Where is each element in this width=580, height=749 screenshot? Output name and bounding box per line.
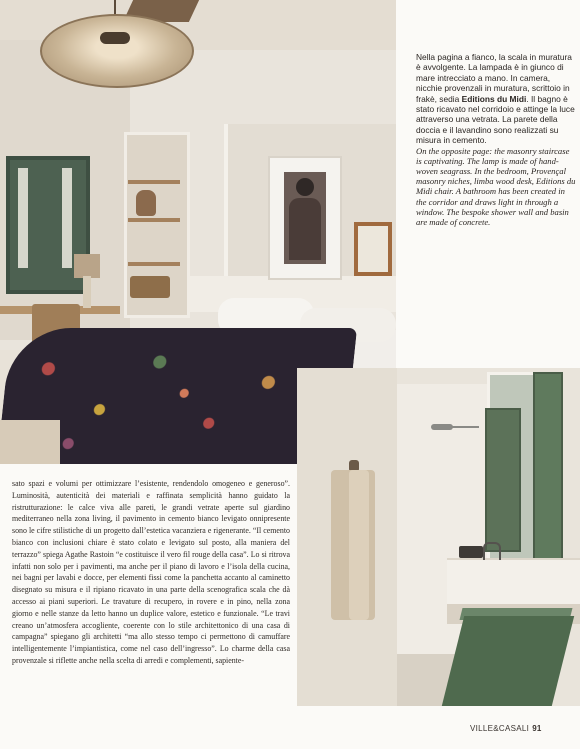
- caption-italian-part2: . Il bagno è stato ricavato nel corridoio e attinge la luce attraverso una vetrata. La parete della doccia e il lavandino sono realizzati su misura in cemento.: [416, 93, 575, 146]
- green-bench: [442, 616, 574, 706]
- window-pane: [18, 168, 28, 268]
- article-body: sato spazi e volumi per ottimizzare l’esistente, rendendolo omogeneo e generoso”. Luminosità, autenticità dei materiali e raffinata semplicità hanno guidato la ristrutturazione: le calce viva alle pareti, le grandi vetrate aperte sul giardino mediterraneo nella zona living, il pavimento in cemento bianco levigato onnipresente sono le cifre stilistiche di un progetto dall’estetica vacanziera e rigenerante. “Il cemento bianco con inclusioni chiare è stato colato e levigato sul posto, alla maniera del terrazzo” spiega Agathe Rastoin “e costituisce il vero fil rouge della casa”. Lo si ritrova infatti non solo per i pavimenti, ma anche per il piano di lavoro e l’isola della cucina, nei bagni per lavabi e docce, per elementi fissi come la panchetta accanto al caminetto disegnato su misura e il ripiano ricavato in una parte della scenografica scala che dà accesso ai piani superiori. Le travature di recupero, in rovere e in pino, nella zona giorno e nelle stanze da letto hanno un duplice valore, estetico e funzionale. “Le travi creano un’atmosfera accogliente, coerente con lo stile architettonico di una casa di campagna” spiegano gli architetti “ma allo stesso tempo ci permettono di camuffare intelligentemente l’impiantistica, come nel caso dell’ingresso”. Lo charme della casa provenzale si riflette anche nella scelta di arredi e complementi, sapiente-: [12, 479, 290, 665]
- portrait-head: [296, 178, 314, 196]
- towel-fold: [349, 470, 369, 620]
- shower-arm: [451, 426, 479, 428]
- page-number: 91: [532, 724, 542, 733]
- magazine-name: VILLE&CASALI: [470, 724, 530, 733]
- portrait-artwork: [268, 156, 342, 280]
- shower-head: [431, 424, 453, 430]
- floor: [0, 420, 60, 464]
- seagrass-pendant-lamp: [40, 14, 194, 88]
- portrait-image: [284, 172, 326, 264]
- ceramic-vase: [136, 190, 156, 216]
- wooden-shelf: [128, 180, 180, 184]
- green-shutter: [533, 372, 563, 562]
- table-lamp-shade: [74, 254, 100, 278]
- concrete-basin: [447, 558, 580, 606]
- green-shutter: [485, 408, 521, 552]
- wooden-shelf: [128, 218, 180, 222]
- print-mat: [358, 226, 388, 272]
- table-lamp-base: [83, 276, 91, 308]
- portrait-figure: [289, 198, 321, 260]
- caption-italian: [416, 52, 575, 145]
- toiletries: [459, 546, 483, 558]
- woven-basket: [130, 276, 170, 298]
- window-pane: [62, 168, 72, 268]
- bathroom-photo: [297, 368, 580, 706]
- caption-english: On the opposite page: the masonry staircase is captivating. The lamp is made of hand-woven seagrass. In the bedroom, Provençal masonry niches, limba wood desk, Editions du Midi chair. A bathroom has been created in the corridor and draws light in through a window. The bespoke shower wall and basin are made of concrete.: [416, 145, 576, 228]
- tap-icon: [483, 542, 501, 560]
- small-framed-print: [354, 222, 392, 276]
- page-folio: [470, 724, 542, 733]
- photo-caption: [416, 52, 576, 227]
- pendant-fixture: [100, 32, 130, 44]
- wooden-shelf: [128, 262, 180, 266]
- caption-italian-part1: Nella pagina a fianco, la scala in muratura è avvolgente. La lampada è in giunco di mare intrecciato a mano. In camera, nicchie provenzali in muratura, scrittoio in frakè, sedia: [416, 52, 572, 104]
- caption-brand: Editions du Midi: [461, 93, 527, 104]
